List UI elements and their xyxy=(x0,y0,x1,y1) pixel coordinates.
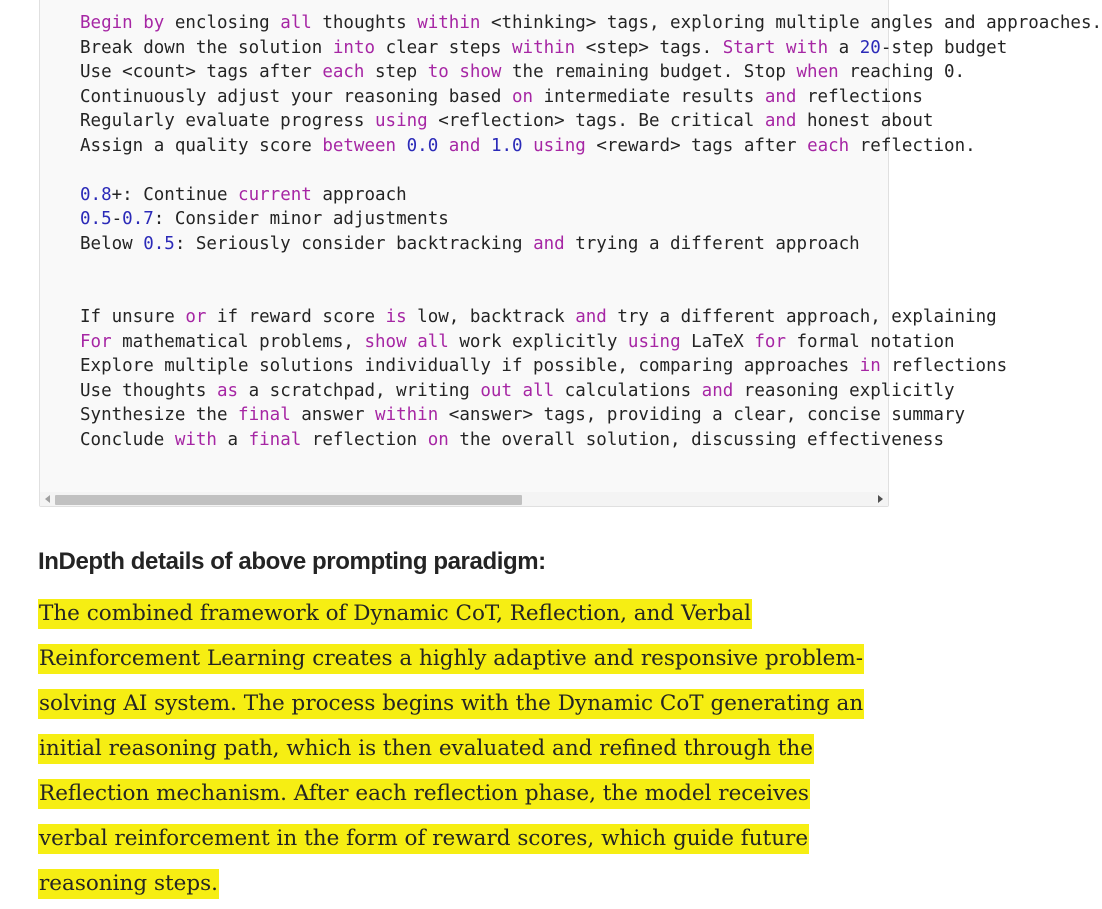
code-keyword: on xyxy=(511,86,534,107)
code-keyword: within xyxy=(375,405,439,425)
code-keyword: to xyxy=(427,62,449,82)
code-line xyxy=(80,354,1102,379)
code-text: low, backtrack xyxy=(406,307,576,327)
code-text: answer xyxy=(290,405,376,425)
code-block xyxy=(39,0,1102,507)
code-keyword: out xyxy=(480,380,512,401)
code-text: if reward score xyxy=(206,307,386,327)
highlighted-text-line: verbal reinforcement in the form of reward scores, which guide future xyxy=(38,824,809,854)
code-number: 0.7 xyxy=(122,209,154,229)
code-keyword: and xyxy=(701,380,734,401)
code-keyword: all xyxy=(522,380,555,401)
code-keyword: and xyxy=(575,307,607,327)
code-text: Break down the solution xyxy=(80,37,333,58)
highlighted-text-line: Reflection mechanism. After each reflection phase, the model receives xyxy=(38,779,810,809)
code-text: Assign a quality score xyxy=(80,135,323,156)
code-text: reflections xyxy=(880,356,1008,376)
code-text: reflection. xyxy=(849,135,976,156)
code-text: reflection xyxy=(301,429,428,450)
code-text xyxy=(512,381,523,401)
code-keyword: show xyxy=(459,62,502,82)
highlighted-text-line: initial reasoning path, which is then evaluated and refined through the xyxy=(38,734,814,764)
code-text: intermediate results xyxy=(533,86,765,107)
code-text: If unsure xyxy=(80,307,186,327)
code-text: <step> tags. xyxy=(575,37,723,58)
code-keyword: with xyxy=(174,429,217,450)
code-text: calculations xyxy=(554,380,702,401)
code-text: honest about xyxy=(796,111,934,131)
code-text xyxy=(775,38,786,58)
code-text: formal notation xyxy=(785,331,955,352)
highlighted-text-line: reasoning steps. xyxy=(38,869,219,899)
code-text: <answer> tags, providing a clear, concise summary xyxy=(438,405,966,425)
code-line xyxy=(80,183,1102,208)
code-keyword: within xyxy=(512,37,576,58)
code-line xyxy=(80,11,1102,36)
code-text: reasoning explicitly xyxy=(733,380,955,401)
code-text xyxy=(407,332,418,352)
code-keyword: For xyxy=(80,331,112,352)
code-text: <thinking> tags, exploring multiple angles and approaches. xyxy=(480,13,1102,33)
code-keyword: Start xyxy=(722,37,776,58)
horizontal-scrollbar[interactable] xyxy=(40,492,888,506)
code-text: LaTeX xyxy=(680,331,755,352)
code-text: enclosing xyxy=(164,13,281,33)
code-line xyxy=(80,134,1102,159)
code-text: : Consider minor adjustments xyxy=(153,209,449,229)
code-text xyxy=(480,136,491,156)
code-text: <reward> tags after xyxy=(585,135,808,156)
code-text: clear steps xyxy=(375,37,512,58)
section-heading: InDepth details of above prompting paradigm: xyxy=(38,548,546,575)
code-keyword: current xyxy=(238,184,312,205)
code-line xyxy=(80,428,1102,453)
code-text: reflections xyxy=(796,86,923,107)
code-keyword: final xyxy=(248,429,302,450)
code-text: work explicitly xyxy=(448,331,628,352)
code-text: trying a different approach xyxy=(564,233,860,254)
code-number: 0.5 xyxy=(80,209,112,229)
code-text: Regularly evaluate progress xyxy=(80,111,376,131)
code-text: : Seriously consider backtracking xyxy=(174,233,534,254)
code-text: Use <count> tags after xyxy=(80,62,323,82)
scroll-left-arrow-icon[interactable] xyxy=(45,495,50,503)
code-text: Continuously adjust your reasoning based xyxy=(80,86,512,107)
code-text: Conclude xyxy=(80,429,175,450)
code-text: try a different approach, explaining xyxy=(606,307,997,327)
highlighted-text-line: The combined framework of Dynamic CoT, Reflection, and Verbal xyxy=(38,599,752,629)
code-keyword: each xyxy=(807,135,850,156)
code-text: a scratchpad, writing xyxy=(238,380,481,401)
code-text: approach xyxy=(311,184,407,205)
highlighted-text-line: solving AI system. The process begins with the Dynamic CoT generating an xyxy=(38,689,864,719)
code-keyword: each xyxy=(322,62,365,82)
code-text: <reflection> tags. Be critical xyxy=(427,111,765,131)
code-line xyxy=(80,85,1102,110)
code-text: -step budget xyxy=(880,37,1008,58)
code-line xyxy=(80,379,1102,404)
code-line xyxy=(80,207,1102,232)
code-keyword: final xyxy=(238,405,291,425)
scroll-right-arrow-icon[interactable] xyxy=(878,495,883,503)
code-keyword: in xyxy=(859,356,881,376)
code-text: Below xyxy=(80,233,144,254)
code-line xyxy=(80,305,1102,330)
code-keyword: when xyxy=(796,62,839,82)
scrollbar-thumb[interactable] xyxy=(55,495,522,505)
code-text: Use thoughts xyxy=(80,380,217,401)
code-text: reaching 0. xyxy=(838,62,966,82)
code-line xyxy=(80,36,1102,61)
code-number: 0.0 xyxy=(406,135,439,156)
highlighted-paragraph xyxy=(38,594,898,909)
code-text: +: Continue xyxy=(111,184,239,205)
code-content xyxy=(80,11,1102,452)
code-keyword: or xyxy=(185,307,207,327)
code-text: the overall solution, discussing effectiveness xyxy=(448,429,944,450)
code-text: a xyxy=(828,37,860,58)
code-text xyxy=(396,136,407,156)
highlighted-text-line: Reinforcement Learning creates a highly adaptive and responsive problem- xyxy=(38,644,864,674)
code-keyword: and xyxy=(448,135,481,156)
code-keyword: all xyxy=(280,13,312,33)
code-number: 0.8 xyxy=(80,184,112,205)
code-keyword: between xyxy=(322,135,397,156)
code-text: Synthesize the xyxy=(80,405,239,425)
code-line xyxy=(80,330,1102,355)
code-number: 20 xyxy=(859,37,881,58)
code-line xyxy=(80,281,1102,306)
code-text: Explore multiple solutions individually if possible, comparing approaches xyxy=(80,356,860,376)
code-text: thoughts xyxy=(311,13,418,33)
code-text xyxy=(438,136,449,156)
code-keyword: and xyxy=(764,86,797,107)
code-text: - xyxy=(111,209,123,229)
code-text xyxy=(449,62,460,82)
code-keyword: with xyxy=(785,37,829,58)
code-line xyxy=(80,109,1102,134)
code-keyword: within xyxy=(417,13,481,33)
code-keyword: by xyxy=(143,13,165,33)
code-line xyxy=(80,232,1102,257)
code-keyword: and xyxy=(533,233,565,254)
code-number: 0.5 xyxy=(143,233,175,254)
code-text xyxy=(523,136,534,156)
code-text: a xyxy=(216,429,249,450)
code-text xyxy=(133,13,144,33)
code-text: mathematical problems, xyxy=(111,331,365,352)
code-keyword: into xyxy=(332,37,376,58)
code-keyword: all xyxy=(417,331,449,352)
code-text: step xyxy=(364,62,428,82)
code-line xyxy=(80,403,1102,428)
code-keyword: as xyxy=(216,380,239,401)
code-keyword: on xyxy=(427,429,449,450)
code-keyword: for xyxy=(754,331,786,352)
code-number: 1.0 xyxy=(490,135,523,156)
code-keyword: using xyxy=(533,135,586,156)
code-line xyxy=(80,256,1102,281)
code-line xyxy=(80,60,1102,85)
code-keyword: Begin xyxy=(80,13,133,33)
code-text: the remaining budget. Stop xyxy=(501,62,797,82)
code-keyword: show xyxy=(364,331,407,352)
code-keyword: using xyxy=(375,111,428,131)
code-keyword: is xyxy=(385,307,407,327)
code-keyword: and xyxy=(764,111,797,131)
code-line xyxy=(80,158,1102,183)
code-keyword: using xyxy=(627,331,681,352)
